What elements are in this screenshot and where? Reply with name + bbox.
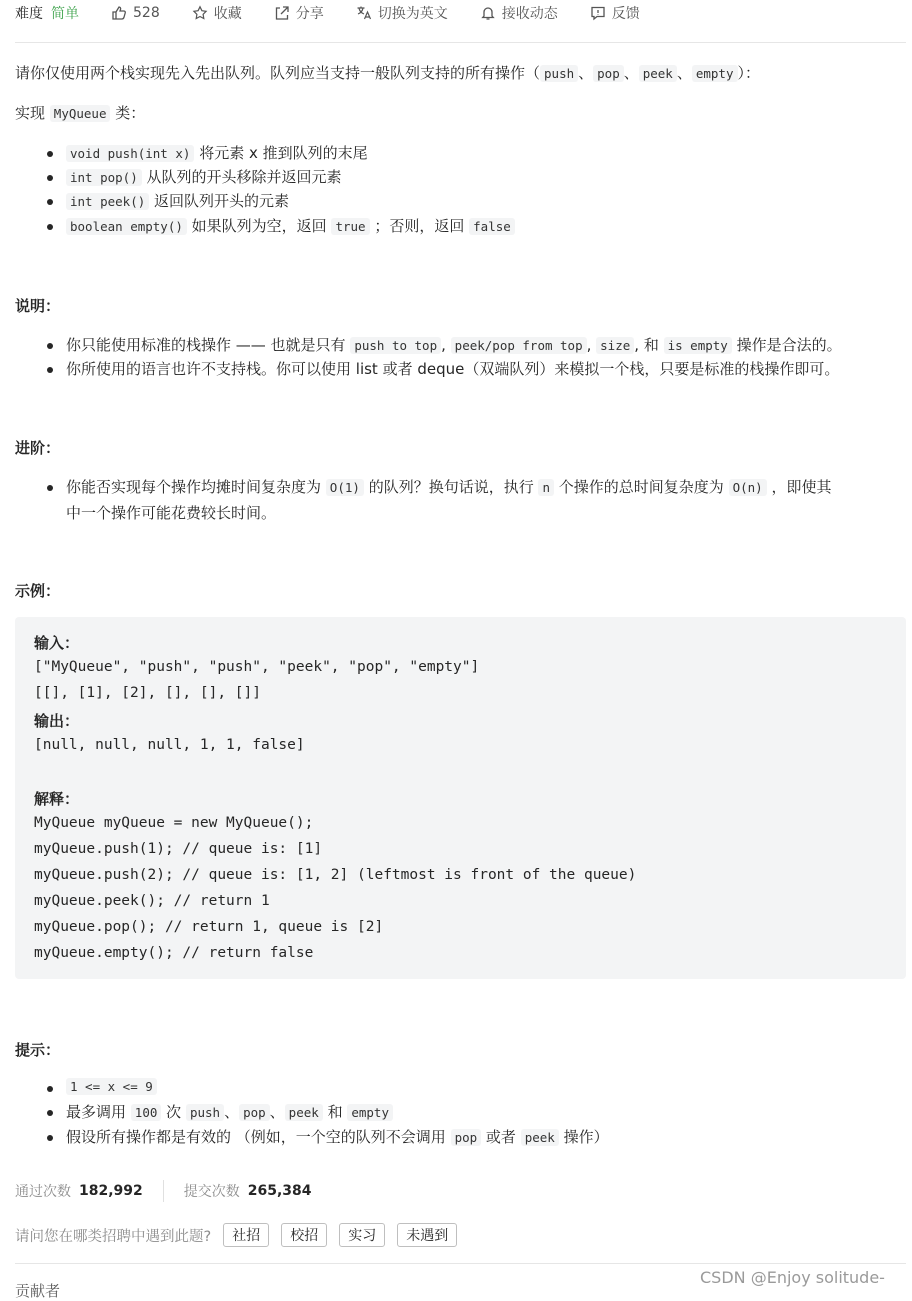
op-push: push bbox=[540, 65, 578, 82]
sep: 、 bbox=[578, 64, 594, 82]
recruit-question-text: 请问您在哪类招聘中遇到此题? bbox=[15, 1228, 212, 1245]
share-label: 分享 bbox=[295, 6, 324, 22]
adv-text: 你能否实现每个操作均摊时间复杂度为 bbox=[66, 478, 322, 496]
favorite-label: 收藏 bbox=[213, 6, 242, 22]
output-line: [null, null, null, 1, 1, false] bbox=[34, 737, 305, 753]
method-desc: 返回队列开头的元素 bbox=[154, 192, 290, 210]
hint-code: peek bbox=[285, 1104, 323, 1121]
list-item bbox=[66, 190, 289, 211]
note-code: peek/pop from top bbox=[451, 337, 587, 354]
input-label: 输入： bbox=[34, 634, 80, 652]
input-line: ["MyQueue", "push", "push", "peek", "pop", "empty"] bbox=[34, 659, 480, 675]
input-line: [[], [1], [2], [], [], []] bbox=[34, 685, 261, 701]
intro-end: ）： bbox=[737, 64, 761, 82]
adv-code: n bbox=[538, 479, 554, 496]
tag-social-recruit[interactable]: 社招 bbox=[223, 1223, 269, 1247]
method-desc: 将元素 x 推到队列的末尾 bbox=[199, 144, 368, 162]
tag-internship[interactable]: 实习 bbox=[339, 1223, 385, 1247]
list-item: 你只能使用标准的栈操作 —— 也就是只有 push to top , peek/pop from top , size , 和 is empty 操作是合法的。 bbox=[66, 336, 842, 354]
favorite-button[interactable] bbox=[192, 3, 242, 23]
method-desc: 从队列的开头移除并返回元素 bbox=[146, 168, 342, 186]
divider bbox=[15, 1263, 906, 1264]
accepted-label: 通过次数 bbox=[15, 1184, 71, 1200]
difficulty-label: 难度 bbox=[15, 6, 43, 22]
hint-text: 最多调用 bbox=[66, 1103, 127, 1121]
advanced-title: 进阶： bbox=[15, 439, 61, 457]
bell-icon bbox=[480, 5, 496, 21]
code-line: myQueue.peek(); // return 1 bbox=[34, 893, 270, 909]
intro-lead: 请你仅使用两个栈实现先入先出队列。队列应当支持一般队列支持的所有操作（ bbox=[15, 64, 541, 82]
switch-language-button[interactable] bbox=[356, 3, 448, 23]
hint-code: empty bbox=[347, 1104, 393, 1121]
method-code: int pop() bbox=[66, 169, 142, 186]
code-line: myQueue.empty(); // return false bbox=[34, 945, 314, 961]
difficulty-value: 简单 bbox=[51, 6, 79, 22]
notify-button[interactable] bbox=[480, 3, 558, 23]
notes-title: 说明： bbox=[15, 297, 61, 315]
list-item bbox=[66, 1101, 393, 1122]
note-code: size bbox=[596, 337, 634, 354]
adv-text: 的队列？换句话说，执行 bbox=[368, 478, 534, 496]
note-code: push to top bbox=[350, 337, 441, 354]
false-code: false bbox=[469, 218, 515, 235]
sep: 、 bbox=[676, 64, 692, 82]
explain-label: 解释： bbox=[34, 790, 80, 808]
hint-code: push bbox=[186, 1104, 224, 1121]
sep: 、 bbox=[623, 64, 639, 82]
intro-text bbox=[15, 62, 760, 83]
submission-stats bbox=[15, 1180, 312, 1202]
method-code: boolean empty() bbox=[66, 218, 187, 235]
class-name: MyQueue bbox=[50, 105, 111, 122]
stats-divider bbox=[163, 1180, 164, 1202]
hint-code: 1 <= x <= 9 bbox=[66, 1078, 157, 1095]
list-item bbox=[66, 215, 515, 236]
switch-language-label: 切换为英文 bbox=[377, 6, 448, 22]
code-line: myQueue.pop(); // return 1, queue is [2] bbox=[34, 919, 384, 935]
note-text: 你只能使用标准的栈操作 —— 也就是只有 bbox=[66, 336, 346, 354]
submitted-count: 265,384 bbox=[247, 1183, 312, 1199]
share-button[interactable] bbox=[274, 3, 324, 23]
list-item bbox=[66, 166, 342, 187]
hint-text: 或者 bbox=[485, 1128, 516, 1146]
list-item bbox=[66, 1077, 157, 1095]
hint-text: 假设所有操作都是有效的 （例如，一个空的队列不会调用 bbox=[66, 1128, 446, 1146]
translate-icon bbox=[356, 5, 372, 21]
method-desc: ；否则，返回 bbox=[374, 217, 465, 235]
hint-code: peek bbox=[521, 1129, 559, 1146]
hint-code: pop bbox=[239, 1104, 270, 1121]
note-text: 你所使用的语言也许不支持栈。你可以使用 list 或者 deque（双端队列）来模拟一个栈，只要是标准的栈操作即可。 bbox=[66, 360, 840, 378]
like-count: 528 bbox=[133, 5, 160, 21]
implement-prefix: 实现 bbox=[15, 104, 46, 122]
divider bbox=[15, 42, 906, 43]
tag-not-encountered[interactable]: 未遇到 bbox=[397, 1223, 457, 1247]
contributors-heading[interactable]: 贡献者 bbox=[15, 1282, 61, 1300]
hint-text: 和 bbox=[327, 1103, 343, 1121]
watermark: CSDN @Enjoy solitude- bbox=[700, 1268, 885, 1287]
adv-code: O(1) bbox=[326, 479, 364, 496]
tag-campus-recruit[interactable]: 校招 bbox=[281, 1223, 327, 1247]
implement-suffix: 类： bbox=[115, 104, 146, 122]
method-desc: 如果队列为空，返回 bbox=[191, 217, 327, 235]
like-button[interactable] bbox=[111, 5, 160, 21]
share-icon bbox=[274, 5, 290, 21]
list-item bbox=[66, 358, 839, 379]
list-item bbox=[66, 1126, 609, 1147]
feedback-label: 反馈 bbox=[611, 6, 640, 22]
hint-code: pop bbox=[451, 1129, 482, 1146]
code-line: myQueue.push(1); // queue is: [1] bbox=[34, 841, 323, 857]
op-peek: peek bbox=[639, 65, 677, 82]
adv-text: ，即使其 bbox=[771, 478, 832, 496]
note-text: 和 bbox=[643, 336, 659, 354]
problem-toolbar bbox=[15, 0, 672, 26]
list-item bbox=[66, 476, 832, 497]
method-code: void push(int x) bbox=[66, 145, 194, 162]
example-block bbox=[15, 617, 906, 979]
output-label: 输出： bbox=[34, 712, 80, 730]
accepted-count: 182,992 bbox=[79, 1183, 143, 1199]
sep: 、 bbox=[269, 1103, 285, 1121]
implement-line bbox=[15, 102, 145, 123]
submitted-label: 提交次数 bbox=[183, 1184, 240, 1200]
feedback-icon bbox=[590, 5, 606, 21]
true-code: true bbox=[331, 218, 369, 235]
note-text: 操作是合法的。 bbox=[736, 336, 842, 354]
adv-text: 个操作的总时间复杂度为 bbox=[558, 478, 724, 496]
method-code: int peek() bbox=[66, 193, 149, 210]
note-code: is empty bbox=[664, 337, 732, 354]
hints-title: 提示： bbox=[15, 1041, 61, 1059]
adv-text-cont: 中一个操作可能花费较长时间。 bbox=[66, 504, 277, 522]
hint-text: 操作） bbox=[563, 1128, 609, 1146]
op-empty: empty bbox=[692, 65, 738, 82]
feedback-button[interactable] bbox=[590, 3, 640, 23]
difficulty bbox=[15, 3, 79, 23]
recruit-question bbox=[15, 1223, 457, 1247]
star-icon bbox=[192, 5, 208, 21]
notify-label: 接收动态 bbox=[501, 6, 558, 22]
sep: 、 bbox=[224, 1103, 240, 1121]
adv-code: O(n) bbox=[729, 479, 767, 496]
code-line: myQueue.push(2); // queue is: [1, 2] (leftmost is front of the queue) bbox=[34, 867, 637, 883]
op-pop: pop bbox=[593, 65, 624, 82]
hint-text: 次 bbox=[166, 1103, 182, 1121]
hint-code: 100 bbox=[131, 1104, 162, 1121]
list-item bbox=[66, 142, 368, 163]
thumbs-up-icon bbox=[111, 5, 127, 21]
code-line: MyQueue myQueue = new MyQueue(); bbox=[34, 815, 314, 831]
example-title: 示例： bbox=[15, 582, 61, 600]
